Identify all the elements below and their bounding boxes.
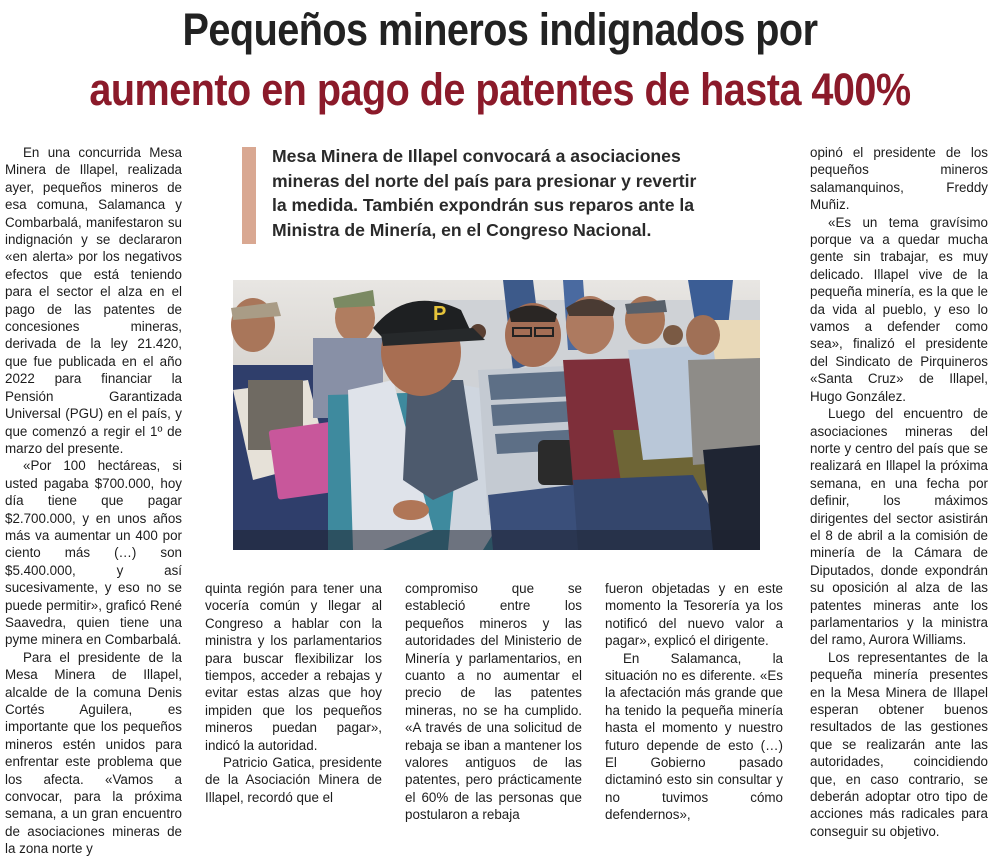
lead-accent-bar [242,147,256,244]
col1-paragraph-2: «Por 100 hectáreas, si usted pagaba $700.000, hoy día tiene que pagar $2.700.000, y en unos años más va aumentar un 400 por ciento más (…) son $5.400.000, y así sucesivamente, y eso no se puede permitir», graficó René Saavedra, quien tiene una pyme minera en Combarbalá. [5,458,182,648]
headline-line2: aumento en pago de patentes de hasta 400% [89,64,911,115]
column-2 [205,580,382,812]
news-photo [233,280,760,550]
col4-paragraph-2: En Salamanca, la situación no es diferente. «Es la afectación más grande que ha tenido la pequeña minería hasta el momento y nuestro futuro depende de esto (…) El Gobierno pasado dictaminó esto sin consultar y no tuvimos cómo defendernos», [605,650,783,823]
column-3 [405,580,582,823]
col1-paragraph-1: En una concurrida Mesa Minera de Illapel, realizada ayer, pequeños mineros de esa comuna, Salamanca y Combarbalá, manifestaron su indignación y se declararon «en alerta» por los negativos efectos que está teniendo para el sector el alza en el pago de las patentes de concesiones mineras, derivada de la ley 21.420, que fue publicada en el año 2022 para financiar la Pensión Garantizada Universal (PGU) en el país, y que comenzó a regir el 1º de marzo del presente. [5,145,182,456]
cap-letter: P [433,303,447,325]
lead-summary [272,144,772,242]
lead-line: Ministra de Minería, en el Congreso Nacional. [272,219,652,240]
lead-line: la medida. También expondrán sus reparos ante la [272,195,695,215]
photo-miners-meeting [233,280,760,550]
col3-paragraph-1: compromiso que se estableció entre los pequeños mineros y las autoridades del Ministerio de Minería y parlamentarios, en cuanto a no aumentar el precio de las patentes mineras, no se ha cumplido. «A través de una solicitud de rebaja se iban a mantener los valores antiguos de las patentes, pero prácticamente el 60% de las personas que postularon a rebaja [405,581,582,823]
col1-paragraph-3: Para el presidente de la Mesa Minera de Illapel, alcalde de la comuna Denis Cortés Aguilera, es importante que los pequeños mineros estén unidos para enfrentar este problema que los afecta. «Vamos a convocar, para la próxima semana, a un gran encuentro de asociaciones mineras de la zona norte y [5,649,182,857]
column-1 [5,144,182,857]
column-4 [605,580,783,823]
col5-paragraph-1: opinó el presidente de los pequeños mineros salamanquinos, Freddy Muñiz. [810,145,988,213]
col5-paragraph-4: Los representantes de la pequeña minería presentes en la Mesa Minera de Illapel esperan obtener buenos resultados de las gestiones que se realizarán ante las autoridades, coincidiendo que, en caso contrario, se deberán adoptar otro tipo de acciones más radicales para conseguir su objetivo. [810,649,988,839]
column-5 [810,144,988,839]
col2-paragraph-2: Patricio Gatica, presidente de la Asociación Minera de Illapel, recordó que el [205,755,382,805]
headline-line1: Pequeños mineros indignados por [182,4,818,55]
lead-line: mineras del norte del país para presionar y revertir [272,170,697,191]
col2-paragraph-1: quinta región para tener una vocería común y llegar al Congreso a hablar con la ministra y los parlamentarios para buscar flexibilizar los tiempos, acceder a rebajas y evitar estas alzas que hoy impiden que los pequeños mineros puedan pagar», indicó la autoridad. [205,581,382,753]
lead-line: Mesa Minera de Illapel convocará a asociaciones [272,146,681,166]
col5-paragraph-3: Luego del encuentro de asociaciones mineras del norte y centro del país que se realizará en Illapel la próxima semana, en una fecha por definir, los máximos dirigentes del sector asistirán el 8 de abril a la comisión de minería de la Cámara de Diputados, donde expondrán su oposición al alza de las patentes mineras ante los parlamentarios y la ministra del ramo, Aurora Williams. [810,406,988,648]
col4-paragraph-1: fueron objetadas y en este momento la Tesorería ya los notificó del nuevo valor a pagar», explicó el dirigente. [605,581,783,649]
col5-paragraph-2: «Es un tema gravísimo porque va a quedar mucha gente sin trabajar, es muy delicado. Illapel vive de la pequeña minería, es la que le da vida al pueblo, y eso lo vamos a defender como sea», finalizó el presidente del Sindicato de Pirquineros «Santa Cruz» de Illapel, Hugo González. [810,214,988,404]
